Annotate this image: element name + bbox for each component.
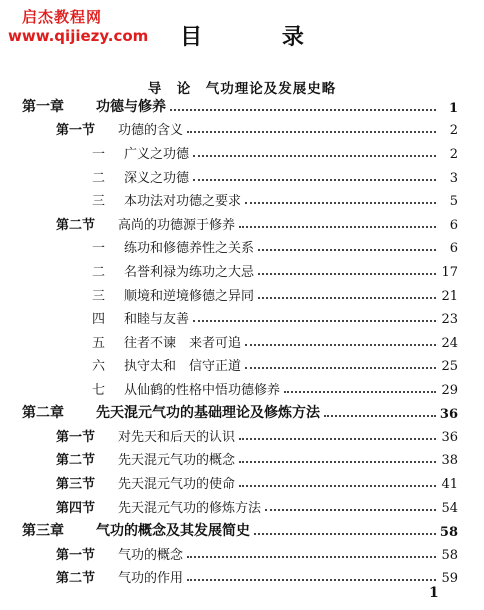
toc-entry-page: 21 <box>441 289 458 304</box>
toc-leader-dots <box>258 249 436 251</box>
toc-leader-dots <box>324 415 436 417</box>
toc-entry-page: 1 <box>448 101 458 116</box>
toc-entry[interactable] <box>56 473 458 492</box>
toc-entry[interactable] <box>92 308 458 327</box>
toc-leader-dots <box>187 131 436 133</box>
toc-entry[interactable] <box>92 332 458 351</box>
toc-entry-title: 功德的含义 <box>118 123 184 138</box>
toc-leader-dots <box>258 297 436 299</box>
toc-leader-dots <box>187 556 436 558</box>
toc-entry-title: 执守太和 信守正道 <box>124 359 242 374</box>
toc-entry-label: 五 <box>92 336 106 351</box>
toc-entry-label: 二 <box>92 171 106 186</box>
toc-leader-dots <box>193 155 436 157</box>
toc-entry-page: 6 <box>449 241 458 256</box>
toc-entry-title: 和睦与友善 <box>124 312 190 327</box>
toc-entry-label: 四 <box>92 312 106 327</box>
watermark-site-name: 启杰教程网 <box>22 8 103 26</box>
toc-entry[interactable] <box>22 520 458 540</box>
toc-entry[interactable] <box>22 96 458 116</box>
toc-leader-dots <box>187 579 436 581</box>
toc-leader-dots <box>239 461 436 463</box>
toc-leader-dots <box>245 344 436 346</box>
intro-heading: 导 论 气功理论及发展史略 <box>147 81 337 97</box>
toc-entry-page: 25 <box>441 359 458 374</box>
toc-entry-page: 2 <box>449 147 458 162</box>
toc-entry[interactable] <box>56 119 458 138</box>
toc-entry-label: 二 <box>92 265 106 280</box>
toc-entry-label: 第一节 <box>56 123 96 138</box>
toc-entry-page: 36 <box>441 430 458 445</box>
toc-entry[interactable] <box>92 285 458 304</box>
toc-entry[interactable] <box>92 237 458 256</box>
toc-leader-dots <box>245 202 436 204</box>
toc-entry-label: 三 <box>92 194 106 209</box>
toc-leader-dots <box>254 533 436 535</box>
toc-entry[interactable] <box>56 567 458 586</box>
toc-entry-label: 第一节 <box>56 430 96 445</box>
toc-entry[interactable] <box>92 167 458 186</box>
toc-entry-page: 58 <box>439 525 458 540</box>
toc-entry-title: 气功的概念 <box>118 548 184 563</box>
toc-entry-title: 从仙鹤的性格中悟功德修养 <box>124 383 281 398</box>
toc-entry[interactable] <box>92 143 458 162</box>
toc-leader-dots <box>239 438 436 440</box>
toc-entry-title: 气功的作用 <box>118 571 184 586</box>
toc-entry-label: 七 <box>92 383 106 398</box>
toc-entry-title: 先天混元气功的基础理论及修炼方法 <box>96 405 320 421</box>
toc-entry[interactable] <box>92 355 458 374</box>
toc-entry[interactable] <box>56 426 458 445</box>
toc-entry-title: 本功法对功德之要求 <box>124 194 242 209</box>
toc-entry-label: 六 <box>92 359 106 374</box>
watermark-url: www.qijiezy.com <box>8 27 149 45</box>
toc-entry[interactable] <box>56 214 458 233</box>
toc-leader-dots <box>193 320 436 322</box>
toc-entry-title: 练功和修德养性之关系 <box>124 241 255 256</box>
toc-entry-label: 第二节 <box>56 453 96 468</box>
toc-entry-page: 59 <box>441 571 458 586</box>
toc-entry-label: 第二章 <box>22 405 64 421</box>
toc-entry-title: 气功的概念及其发展简史 <box>96 523 250 539</box>
toc-entry-label: 第一节 <box>56 548 96 563</box>
toc-entry-title: 先天混元气功的概念 <box>118 453 236 468</box>
toc-entry-title: 高尚的功德源于修养 <box>118 218 236 233</box>
toc-entry[interactable] <box>92 190 458 209</box>
toc-entry-page: 38 <box>441 453 458 468</box>
toc-entry-page: 58 <box>441 548 458 563</box>
toc-entry-label: 一 <box>92 241 106 256</box>
toc-entry-page: 2 <box>449 123 458 138</box>
toc-entry-title: 对先天和后天的认识 <box>118 430 236 445</box>
toc-leader-dots <box>245 367 436 369</box>
toc-entry-title: 先天混元气功的使命 <box>118 477 236 492</box>
toc-entry-page: 24 <box>441 336 458 351</box>
page-title: 目 录 <box>180 24 340 50</box>
toc-entry[interactable] <box>56 497 458 516</box>
toc-entry[interactable] <box>92 261 458 280</box>
toc-entry-label: 第一章 <box>22 99 64 115</box>
toc-entry-title: 功德与修养 <box>96 99 166 115</box>
toc-entry[interactable] <box>22 402 458 422</box>
toc-entry[interactable] <box>56 544 458 563</box>
toc-leader-dots <box>170 109 436 111</box>
toc-leader-dots <box>258 273 436 275</box>
toc-entry-label: 第四节 <box>56 501 96 516</box>
toc-entry-label: 第二节 <box>56 218 96 233</box>
toc-entry-page: 3 <box>449 171 458 186</box>
toc-entry-page: 54 <box>441 501 458 516</box>
toc-leader-dots <box>239 226 436 228</box>
toc-entry-page: 41 <box>441 477 458 492</box>
toc-entry[interactable] <box>92 379 458 398</box>
toc-entry-page: 17 <box>441 265 458 280</box>
toc-entry-page: 36 <box>439 407 458 422</box>
toc-entry-page: 5 <box>449 194 458 209</box>
toc-entry-label: 一 <box>92 147 106 162</box>
toc-entry-title: 往者不谏 来者可追 <box>124 336 242 351</box>
toc-leader-dots <box>284 391 436 393</box>
toc-leader-dots <box>265 509 436 511</box>
toc-entry-title: 名誉利禄为练功之大忌 <box>124 265 255 280</box>
page-number: 1 <box>429 585 439 601</box>
toc-entry-page: 29 <box>441 383 458 398</box>
toc-entry-title: 深义之功德 <box>124 171 190 186</box>
toc-leader-dots <box>239 485 436 487</box>
toc-entry-title: 顺境和逆境修德之异同 <box>124 289 255 304</box>
toc-leader-dots <box>193 179 436 181</box>
toc-entry-label: 第二节 <box>56 571 96 586</box>
toc-entry-title: 广义之功德 <box>124 147 190 162</box>
toc-entry-title: 先天混元气功的修炼方法 <box>118 501 262 516</box>
toc-entry[interactable] <box>56 449 458 468</box>
toc-entry-page: 6 <box>449 218 458 233</box>
toc-entry-label: 第三节 <box>56 477 96 492</box>
toc-entry-label: 三 <box>92 289 106 304</box>
toc-entry-label: 第三章 <box>22 523 64 539</box>
toc-entry-page: 23 <box>441 312 458 327</box>
